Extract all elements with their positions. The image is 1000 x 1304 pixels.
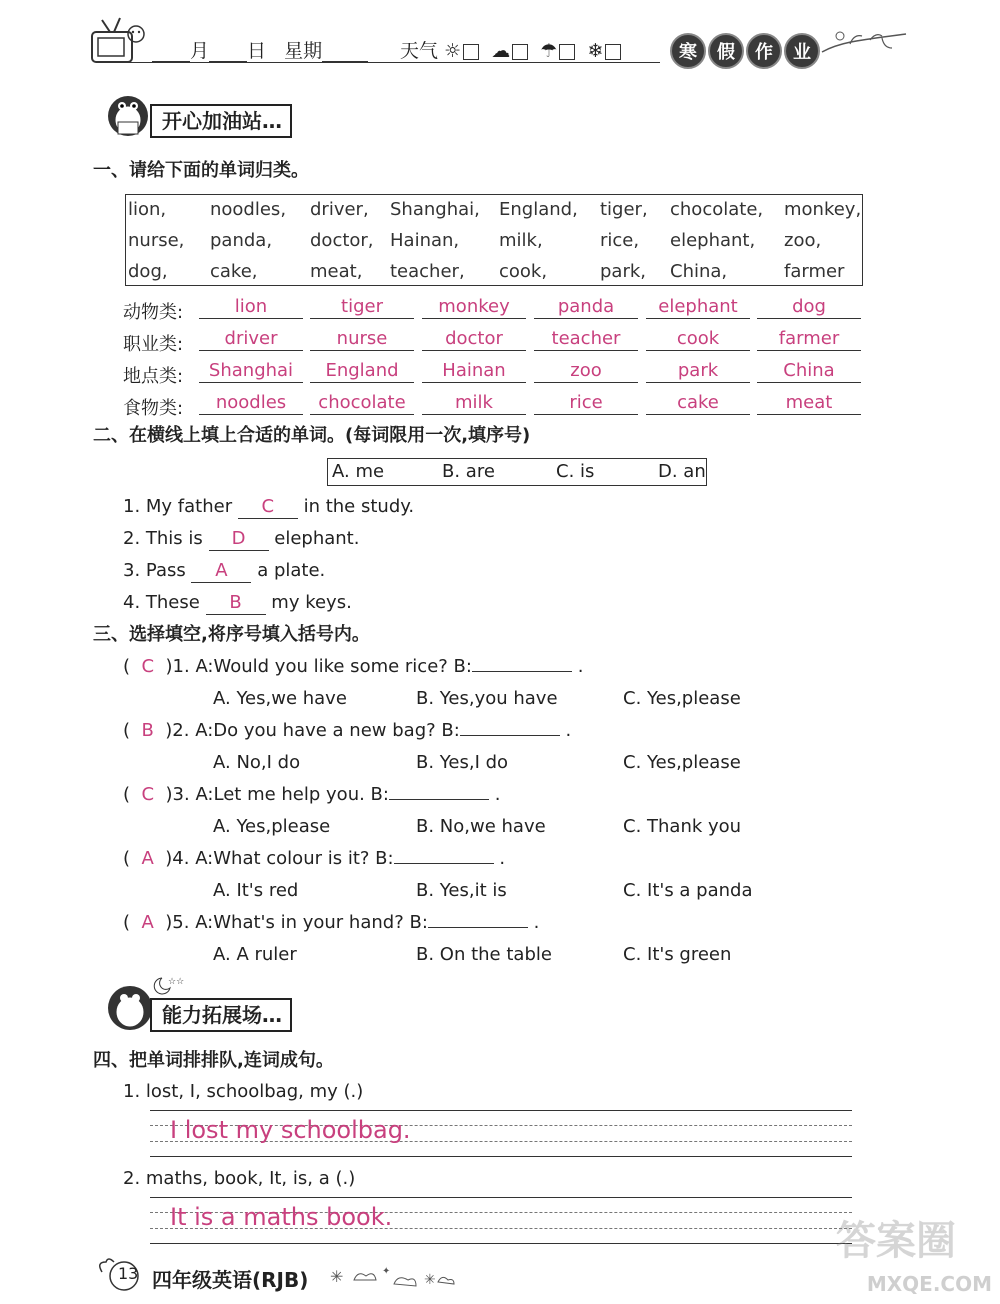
item-text: 3. Pass <box>123 560 186 581</box>
svg-text:✳: ✳ <box>424 1272 436 1288</box>
word: noodles, <box>210 199 287 220</box>
item-text: 1. My father <box>123 496 233 517</box>
snow-checkbox[interactable] <box>605 44 621 60</box>
snow-icon: ❄ <box>587 40 604 62</box>
header-rule <box>120 62 660 63</box>
answer-blank[interactable]: Shanghai <box>199 360 303 383</box>
question-number: )2. <box>165 720 190 741</box>
svg-text:☆☆: ☆☆ <box>168 977 185 987</box>
penguin-mascot-1 <box>100 84 156 144</box>
rain-checkbox[interactable] <box>559 44 575 60</box>
q2-title: 二、在横线上填上合适的单词。(每词限用一次,填序号) <box>93 425 531 446</box>
answer-blank[interactable]: zoo <box>534 360 638 383</box>
tv-decoration <box>88 14 148 68</box>
answer-blank[interactable]: tiger <box>310 296 414 319</box>
word: England, <box>499 199 578 220</box>
answer-blank[interactable]: D <box>209 528 269 551</box>
branch-decoration <box>820 22 910 66</box>
page-number: 13 <box>118 1264 139 1283</box>
fill-item <box>123 528 359 551</box>
question-text: A:Let me help you. B: <box>195 784 389 805</box>
category-label: 食物类: <box>123 398 184 419</box>
word: cake, <box>210 261 258 282</box>
answer-blank[interactable]: teacher <box>534 328 638 351</box>
word: doctor, <box>310 230 374 251</box>
choice-option: C. Yes,please <box>623 752 741 773</box>
word: milk, <box>499 230 543 251</box>
question-number: )3. <box>165 784 190 805</box>
item-text: 2. This is <box>123 528 203 549</box>
item-text: 4. These <box>123 592 200 613</box>
answer-blank[interactable]: rice <box>534 392 638 415</box>
answer-blank[interactable]: panda <box>534 296 638 319</box>
badge-char-1: 寒 <box>670 33 706 69</box>
choice-option: C. Thank you <box>623 816 742 837</box>
choice-option: B. On the table <box>416 944 552 965</box>
word: Hainan, <box>390 230 460 251</box>
choice-question: ( C )3. A:Let me help you. B: . <box>123 784 501 805</box>
writing-line <box>150 1156 852 1157</box>
day-label: 日 <box>247 40 267 62</box>
watermark-logo <box>832 1208 992 1298</box>
answer-blank[interactable]: cake <box>646 392 750 415</box>
reorder-prompt: 1. lost, I, schoolbag, my (.) <box>123 1081 364 1102</box>
cloud-checkbox[interactable] <box>512 44 528 60</box>
question-number: )1. <box>165 656 190 677</box>
badge-char-2: 假 <box>708 33 744 69</box>
writing-line <box>150 1197 852 1198</box>
category-row <box>123 392 863 418</box>
category-label: 地点类: <box>123 366 184 387</box>
answer-blank[interactable]: A <box>191 560 251 583</box>
footer-label: 四年级英语(RJB) <box>152 1268 309 1292</box>
choice-option: C. It's green <box>623 944 732 965</box>
word: elephant, <box>670 230 756 251</box>
option: C. is <box>556 461 595 482</box>
svg-text:✳: ✳ <box>330 1267 344 1286</box>
q4-title: 四、把单词排排队,连词成句。 <box>93 1050 334 1071</box>
word: meat, <box>310 261 363 282</box>
question-end: . <box>533 912 540 933</box>
word: zoo, <box>784 230 822 251</box>
choice-question: ( A )4. A:What colour is it? B: . <box>123 848 506 869</box>
written-answer[interactable]: It is a maths book. <box>170 1203 393 1231</box>
word-box <box>125 194 863 286</box>
option: A. me <box>332 461 385 482</box>
fill-item <box>123 560 325 583</box>
word: farmer <box>784 261 845 282</box>
answer-blank[interactable]: B <box>206 592 266 615</box>
question-number: )4. <box>165 848 190 869</box>
word: nurse, <box>128 230 185 251</box>
option: D. an <box>658 461 706 482</box>
word: dog, <box>128 261 168 282</box>
choice-option: A. It's red <box>213 880 299 901</box>
item-text: in the study. <box>303 496 415 517</box>
question-text: A:What colour is it? B: <box>195 848 394 869</box>
answer-paren[interactable]: A <box>141 912 154 933</box>
word: teacher, <box>390 261 465 282</box>
answer-blank[interactable]: meat <box>757 392 861 415</box>
choice-option: A. Yes,we have <box>213 688 347 709</box>
section-title-happy: 开心加油站… <box>150 104 292 138</box>
section-title-expand: 能力拓展场… <box>150 998 292 1032</box>
choice-option: A. Yes,please <box>213 816 331 837</box>
answer-paren[interactable]: B <box>141 720 154 741</box>
badge-char-3: 作 <box>746 33 782 69</box>
writing-line <box>150 1110 852 1111</box>
option: B. are <box>442 461 495 482</box>
choice-option: C. Yes,please <box>623 688 741 709</box>
choice-option: A. A ruler <box>213 944 297 965</box>
category-row <box>123 296 863 322</box>
word: cook, <box>499 261 548 282</box>
watermark-text: MXQE.COM <box>866 1272 992 1296</box>
month-label: 月 <box>190 40 210 62</box>
choice-option: B. Yes,I do <box>416 752 509 773</box>
cloud-icon: ☁ <box>491 40 511 62</box>
question-end: . <box>494 784 501 805</box>
answer-blank[interactable]: elephant <box>646 296 750 319</box>
question-end: . <box>577 656 584 677</box>
question-text: A:Would you like some rice? B: <box>195 656 472 677</box>
item-text: elephant. <box>274 528 360 549</box>
choice-question: ( B )2. A:Do you have a new bag? B: . <box>123 720 572 741</box>
category-row <box>123 328 863 354</box>
q1-title: 一、请给下面的单词归类。 <box>93 160 309 181</box>
weekday-label: 星期 <box>284 40 323 62</box>
answer-blank[interactable]: Hainan <box>422 360 526 383</box>
category-label: 动物类: <box>123 302 184 323</box>
answer-blank[interactable]: chocolate <box>310 392 414 415</box>
rain-icon: ☂ <box>540 40 558 62</box>
choice-question: ( C )1. A:Would you like some rice? B: . <box>123 656 584 677</box>
question-text: A:Do you have a new bag? B: <box>195 720 460 741</box>
word: China, <box>670 261 728 282</box>
answer-blank[interactable]: farmer <box>757 328 861 351</box>
sun-checkbox[interactable] <box>463 44 479 60</box>
word: rice, <box>600 230 640 251</box>
reorder-prompt: 2. maths, book, It, is, a (.) <box>123 1168 356 1189</box>
choice-option: A. No,I do <box>213 752 301 773</box>
answer-paren[interactable]: C <box>141 656 155 677</box>
answer-blank[interactable]: milk <box>422 392 526 415</box>
answer-blank[interactable]: doctor <box>422 328 526 351</box>
word: panda, <box>210 230 273 251</box>
category-label: 职业类: <box>123 334 184 355</box>
question-text: A:What's in your hand? B: <box>195 912 428 933</box>
winter-homework-badge <box>670 33 822 69</box>
choice-option: B. Yes,it is <box>416 880 507 901</box>
writing-line <box>150 1243 852 1244</box>
word: Shanghai, <box>390 199 480 220</box>
word: driver, <box>310 199 369 220</box>
answer-blank[interactable]: dog <box>757 296 861 319</box>
fill-item <box>123 496 414 519</box>
weather-label: 天气 <box>400 40 439 62</box>
answer-blank[interactable]: noodles <box>199 392 303 415</box>
date-row <box>152 40 368 62</box>
answer-blank[interactable]: monkey <box>422 296 526 319</box>
item-text: my keys. <box>271 592 352 613</box>
category-row <box>123 360 863 386</box>
answer-blank[interactable]: China <box>757 360 861 383</box>
answer-paren[interactable]: A <box>141 848 154 869</box>
answer-blank[interactable]: England <box>310 360 414 383</box>
options-box <box>327 458 707 486</box>
answer-blank[interactable]: lion <box>199 296 303 319</box>
sparkle-decoration <box>328 1262 458 1296</box>
written-answer[interactable]: I lost my schoolbag. <box>170 1116 411 1144</box>
word: monkey, <box>784 199 862 220</box>
question-number: )5. <box>165 912 190 933</box>
choice-option: B. No,we have <box>416 816 546 837</box>
question-end: . <box>565 720 572 741</box>
choice-option: B. Yes,you have <box>416 688 558 709</box>
answer-blank[interactable]: park <box>646 360 750 383</box>
badge-char-4: 业 <box>784 33 820 69</box>
question-end: . <box>499 848 506 869</box>
word: tiger, <box>600 199 648 220</box>
svg-text:答案圈: 答案圈 <box>836 1218 956 1264</box>
svg-text:✦: ✦ <box>382 1266 391 1277</box>
word: chocolate, <box>670 199 764 220</box>
answer-blank[interactable]: driver <box>199 328 303 351</box>
choice-question: ( A )5. A:What's in your hand? B: . <box>123 912 540 933</box>
choice-option: C. It's a panda <box>623 880 753 901</box>
word: park, <box>600 261 647 282</box>
fill-item <box>123 592 352 615</box>
weather-row <box>400 40 621 62</box>
answer-blank[interactable]: nurse <box>310 328 414 351</box>
item-text: a plate. <box>257 560 326 581</box>
answer-paren[interactable]: C <box>141 784 155 805</box>
sun-icon: ☼ <box>444 40 462 62</box>
q3-title: 三、选择填空,将序号填入括号内。 <box>93 624 370 645</box>
answer-blank[interactable]: C <box>238 496 298 519</box>
word: lion, <box>128 199 167 220</box>
answer-blank[interactable]: cook <box>646 328 750 351</box>
